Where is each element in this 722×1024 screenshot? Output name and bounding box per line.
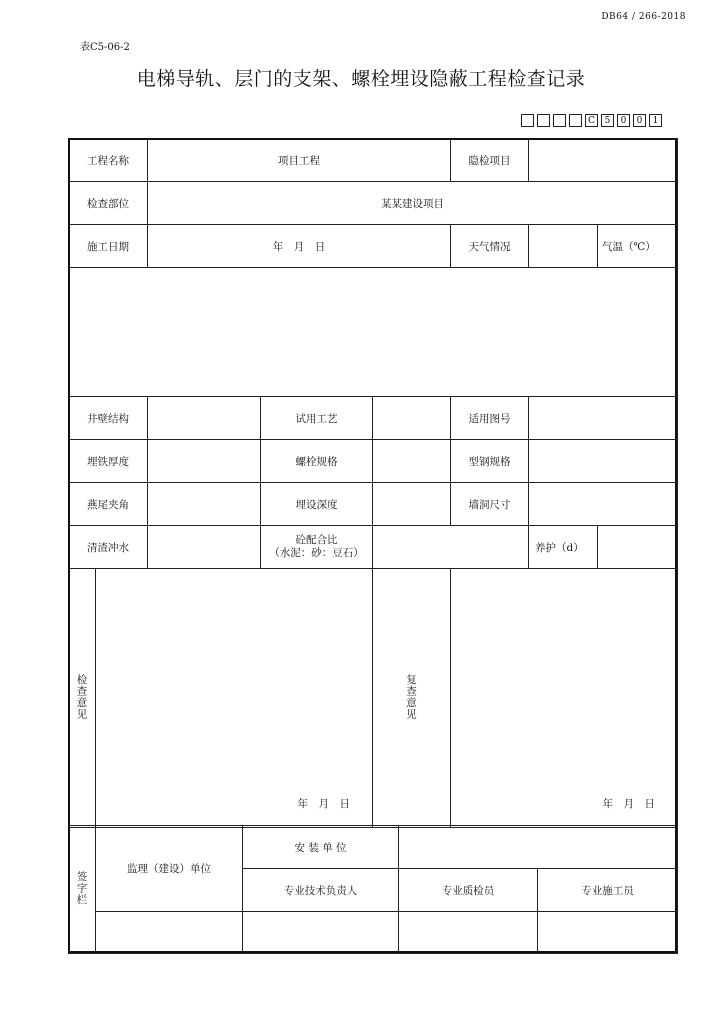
wall-hole-size-value[interactable] bbox=[529, 483, 678, 526]
inspect-part-label: 检查部位 bbox=[69, 182, 148, 225]
concrete-ratio-label bbox=[261, 526, 373, 569]
supervisor-signature[interactable] bbox=[96, 912, 243, 954]
bolt-spec-label: 螺栓规格 bbox=[261, 440, 373, 483]
sign-label-cell bbox=[69, 826, 96, 954]
concrete-ratio-value[interactable] bbox=[373, 526, 529, 569]
shaft-wall-value[interactable] bbox=[148, 397, 261, 440]
project-name-value[interactable]: 项目工程 bbox=[148, 139, 451, 182]
code-box: 0 bbox=[633, 114, 646, 127]
embed-iron-thickness-label: 埋铁厚度 bbox=[69, 440, 148, 483]
code-box: 0 bbox=[617, 114, 630, 127]
hidden-item-label: 隐检项目 bbox=[451, 139, 529, 182]
clean-flush-label: 清渣冲水 bbox=[69, 526, 148, 569]
steel-spec-label: 型钢规格 bbox=[451, 440, 529, 483]
bolt-spec-value[interactable] bbox=[373, 440, 451, 483]
check-opinion-area[interactable] bbox=[96, 569, 373, 828]
dovetail-angle-label: 燕尾夹角 bbox=[69, 483, 148, 526]
embed-depth-value[interactable] bbox=[373, 483, 451, 526]
embed-iron-thickness-value[interactable] bbox=[148, 440, 261, 483]
code-box[interactable] bbox=[537, 114, 550, 127]
standard-number: DB64 / 266-2018 bbox=[601, 12, 686, 22]
temp-label-cell bbox=[598, 225, 678, 268]
shaft-wall-label: 井壁结构 bbox=[69, 397, 148, 440]
inspection-form-table bbox=[68, 138, 678, 828]
dovetail-angle-value[interactable] bbox=[148, 483, 261, 526]
curing-value[interactable] bbox=[598, 526, 678, 569]
trial-process-value[interactable] bbox=[373, 397, 451, 440]
check-opinion-label: 检查意见 bbox=[75, 673, 88, 720]
drawing-no-value[interactable] bbox=[529, 397, 678, 440]
check-opinion-label-cell bbox=[69, 569, 96, 828]
record-code-boxes bbox=[521, 114, 662, 128]
quality-inspector-signature[interactable] bbox=[399, 912, 538, 954]
inspect-part-value[interactable]: 某某建设项目 bbox=[148, 182, 678, 225]
concrete-ratio-line-1: 砼配合比 bbox=[295, 534, 338, 546]
code-box[interactable] bbox=[521, 114, 534, 127]
quality-inspector-label: 专业质检员 bbox=[399, 869, 538, 912]
recheck-opinion-label: 复查意见 bbox=[405, 673, 417, 720]
constructor-label: 专业施工员 bbox=[538, 869, 678, 912]
code-box: 1 bbox=[649, 114, 662, 127]
supervisor-label: 监理（建设）单位 bbox=[96, 826, 243, 912]
curing-label: 养护（d） bbox=[529, 526, 598, 569]
sign-label: 签字栏 bbox=[75, 870, 88, 906]
tech-lead-label: 专业技术负责人 bbox=[243, 869, 399, 912]
hidden-item-value[interactable] bbox=[529, 139, 678, 182]
page-title: 电梯导轨、层门的支架、螺栓埋设隐蔽工程检查记录 bbox=[136, 68, 586, 90]
tech-lead-signature[interactable] bbox=[243, 912, 399, 954]
code-box: 5 bbox=[601, 114, 614, 127]
recheck-date: 年 月 日 bbox=[602, 798, 656, 810]
construction-date-value[interactable]: 年 月 日 bbox=[148, 225, 451, 268]
install-unit-label: 安 装 单 位 bbox=[243, 826, 399, 869]
form-number: 表C5-06-2 bbox=[80, 42, 130, 53]
weather-label: 天气情况 bbox=[451, 225, 529, 268]
recheck-opinion-label-cell bbox=[373, 569, 451, 828]
check-date: 年 月 日 bbox=[297, 798, 350, 810]
steel-spec-value[interactable] bbox=[529, 440, 678, 483]
code-box[interactable] bbox=[569, 114, 582, 127]
drawing-no-label: 适用图号 bbox=[451, 397, 529, 440]
trial-process-label: 试用工艺 bbox=[261, 397, 373, 440]
temp-label: 气温（℃） bbox=[602, 240, 656, 253]
code-box: C bbox=[585, 114, 598, 127]
clean-flush-value[interactable] bbox=[148, 526, 261, 569]
embed-depth-label: 埋设深度 bbox=[261, 483, 373, 526]
weather-value[interactable] bbox=[529, 225, 598, 268]
concrete-ratio-line-2: （水泥：砂：豆石） bbox=[269, 547, 364, 559]
project-name-label: 工程名称 bbox=[69, 139, 148, 182]
description-area[interactable] bbox=[69, 268, 678, 397]
install-unit-value[interactable] bbox=[399, 826, 678, 869]
wall-hole-size-label: 墙洞尺寸 bbox=[451, 483, 529, 526]
code-box[interactable] bbox=[553, 114, 566, 127]
recheck-opinion-area[interactable] bbox=[451, 569, 678, 828]
signature-section bbox=[68, 825, 677, 953]
construction-date-label: 施工日期 bbox=[69, 225, 148, 268]
constructor-signature[interactable] bbox=[538, 912, 678, 954]
